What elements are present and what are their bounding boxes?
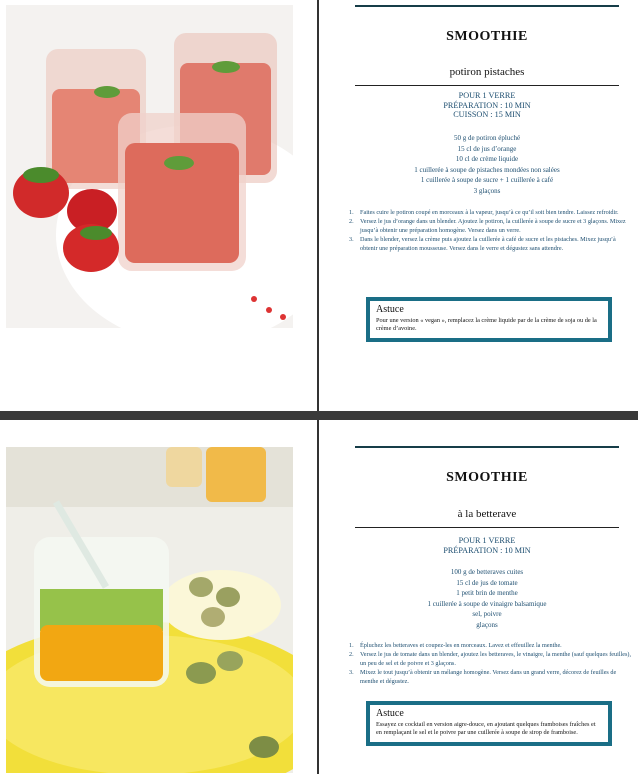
recipe-meta: [355, 536, 619, 555]
spread-divider: [0, 411, 638, 420]
smoothie-illustration-red: [6, 5, 293, 328]
prep-time: PRÉPARATION : 10 MIN: [443, 100, 531, 110]
step-text: Mixez le tout jusqu’à obtenir un mélange homogène. Versez dans un grand verre, décorez de feuilles de menthe et dégustez.: [360, 669, 617, 685]
step-text: Versez le jus de tomate dans un blender, ajoutez les betteraves, le vinaigre, la menthe (sauf quelques feuilles), un peu de sel et de poivre et 3 glaçons.: [360, 651, 632, 667]
ingredient-item: 1 cuillerée à soupe de sucre + 1 cuillerée à café: [420, 176, 554, 184]
recipe-subtitle: potiron pistaches: [449, 66, 525, 78]
tip-box: [366, 297, 612, 342]
step-text: Versez le jus d’orange dans un blender. Ajoutez le potiron, la cuillerée à soupe de sucre et 3 glaçons. Mixez jusqu’à obtenir une préparation homogène. Versez dans un verre.: [360, 218, 626, 234]
ingredient-item: 1 cuillerée à soupe de vinaigre balsamique: [427, 599, 547, 608]
ingredient-list: [355, 567, 619, 630]
page-gutter-top: [317, 0, 319, 411]
step-number: 2.: [349, 218, 354, 226]
ingredient-item: 3 glaçons: [473, 186, 501, 195]
step-list: [349, 642, 632, 687]
step-number: 2.: [349, 651, 354, 659]
step-number: 3.: [349, 236, 354, 244]
subtitle-rule: [355, 527, 619, 528]
step-number: 3.: [349, 669, 354, 677]
step-item: [349, 236, 632, 253]
ingredient-item: 100 g de betteraves cuites: [450, 568, 524, 576]
ingredient-item: 1 cuillerée à soupe de pistaches mondées non salées: [414, 165, 560, 174]
smoothie-photo-green: [6, 447, 293, 773]
recipe-title: SMOOTHIE: [446, 470, 528, 485]
ingredient-item: glaçons: [476, 620, 498, 629]
ingredient-item: 15 cl de jus d’orange: [457, 144, 517, 153]
tip-title: Astuce: [376, 708, 404, 719]
tip-box: [366, 701, 612, 746]
step-item: [349, 669, 632, 686]
subtitle-rule: [355, 85, 619, 86]
recipe-spread-2: [0, 420, 638, 774]
top-rule: [355, 5, 619, 7]
recipe-title: SMOOTHIE: [446, 29, 528, 44]
step-text: Faites cuire le potiron coupé en morceaux à la vapeur, jusqu’à ce qu’il soit bien tendre. Laissez refroidir.: [360, 209, 619, 216]
step-text: Épluchez les betteraves et coupez-les en morceaux. Lavez et effeuillez la menthe.: [360, 642, 562, 649]
step-list: [349, 209, 632, 254]
servings: POUR 1 VERRE: [458, 536, 516, 545]
step-item: [349, 642, 632, 651]
ingredient-list: [355, 133, 619, 196]
prep-time: PRÉPARATION : 10 MIN: [443, 545, 531, 555]
ingredient-item: 1 petit brin de menthe: [456, 589, 518, 597]
step-item: [349, 651, 632, 668]
step-number: 1.: [349, 209, 354, 216]
ingredient-item: sel, poivre: [472, 610, 502, 618]
ingredient-item: 50 g de potiron épluché: [453, 134, 521, 142]
top-rule: [355, 446, 619, 448]
page-gutter-bottom: [317, 420, 319, 774]
step-number: 1.: [349, 642, 354, 649]
smoothie-photo-red: [6, 5, 293, 328]
servings: POUR 1 VERRE: [458, 91, 516, 100]
smoothie-illustration-green: [6, 447, 293, 773]
cook-time: CUISSON : 15 MIN: [453, 110, 521, 120]
ingredient-item: 10 cl de crème liquide: [455, 155, 519, 163]
recipe-subtitle: à la betterave: [457, 508, 517, 520]
step-item: [349, 218, 632, 235]
tip-text: Essayez ce cocktail en version aigre-douce, en ajoutant quelques framboises fraîches et en remplaçant le sel et le poivre par une cuillerée à soupe de sirop de framboise.: [376, 721, 596, 737]
recipe-meta: [355, 91, 619, 120]
step-item: [349, 209, 632, 218]
step-text: Dans le blender, versez la crème puis ajoutez la cuillerée à café de sucre et les pistaches. Mixez jusqu’à obtenir une préparation mousseuse. Versez dans le verre et dégustez sans attendre.: [360, 236, 616, 252]
tip-title: Astuce: [376, 304, 404, 315]
tip-text: Pour une version « vegan », remplacez la crème liquide par de la crème de soja ou de la crème d’avoine.: [376, 317, 597, 333]
ingredient-item: 15 cl de jus de tomate: [456, 578, 518, 587]
